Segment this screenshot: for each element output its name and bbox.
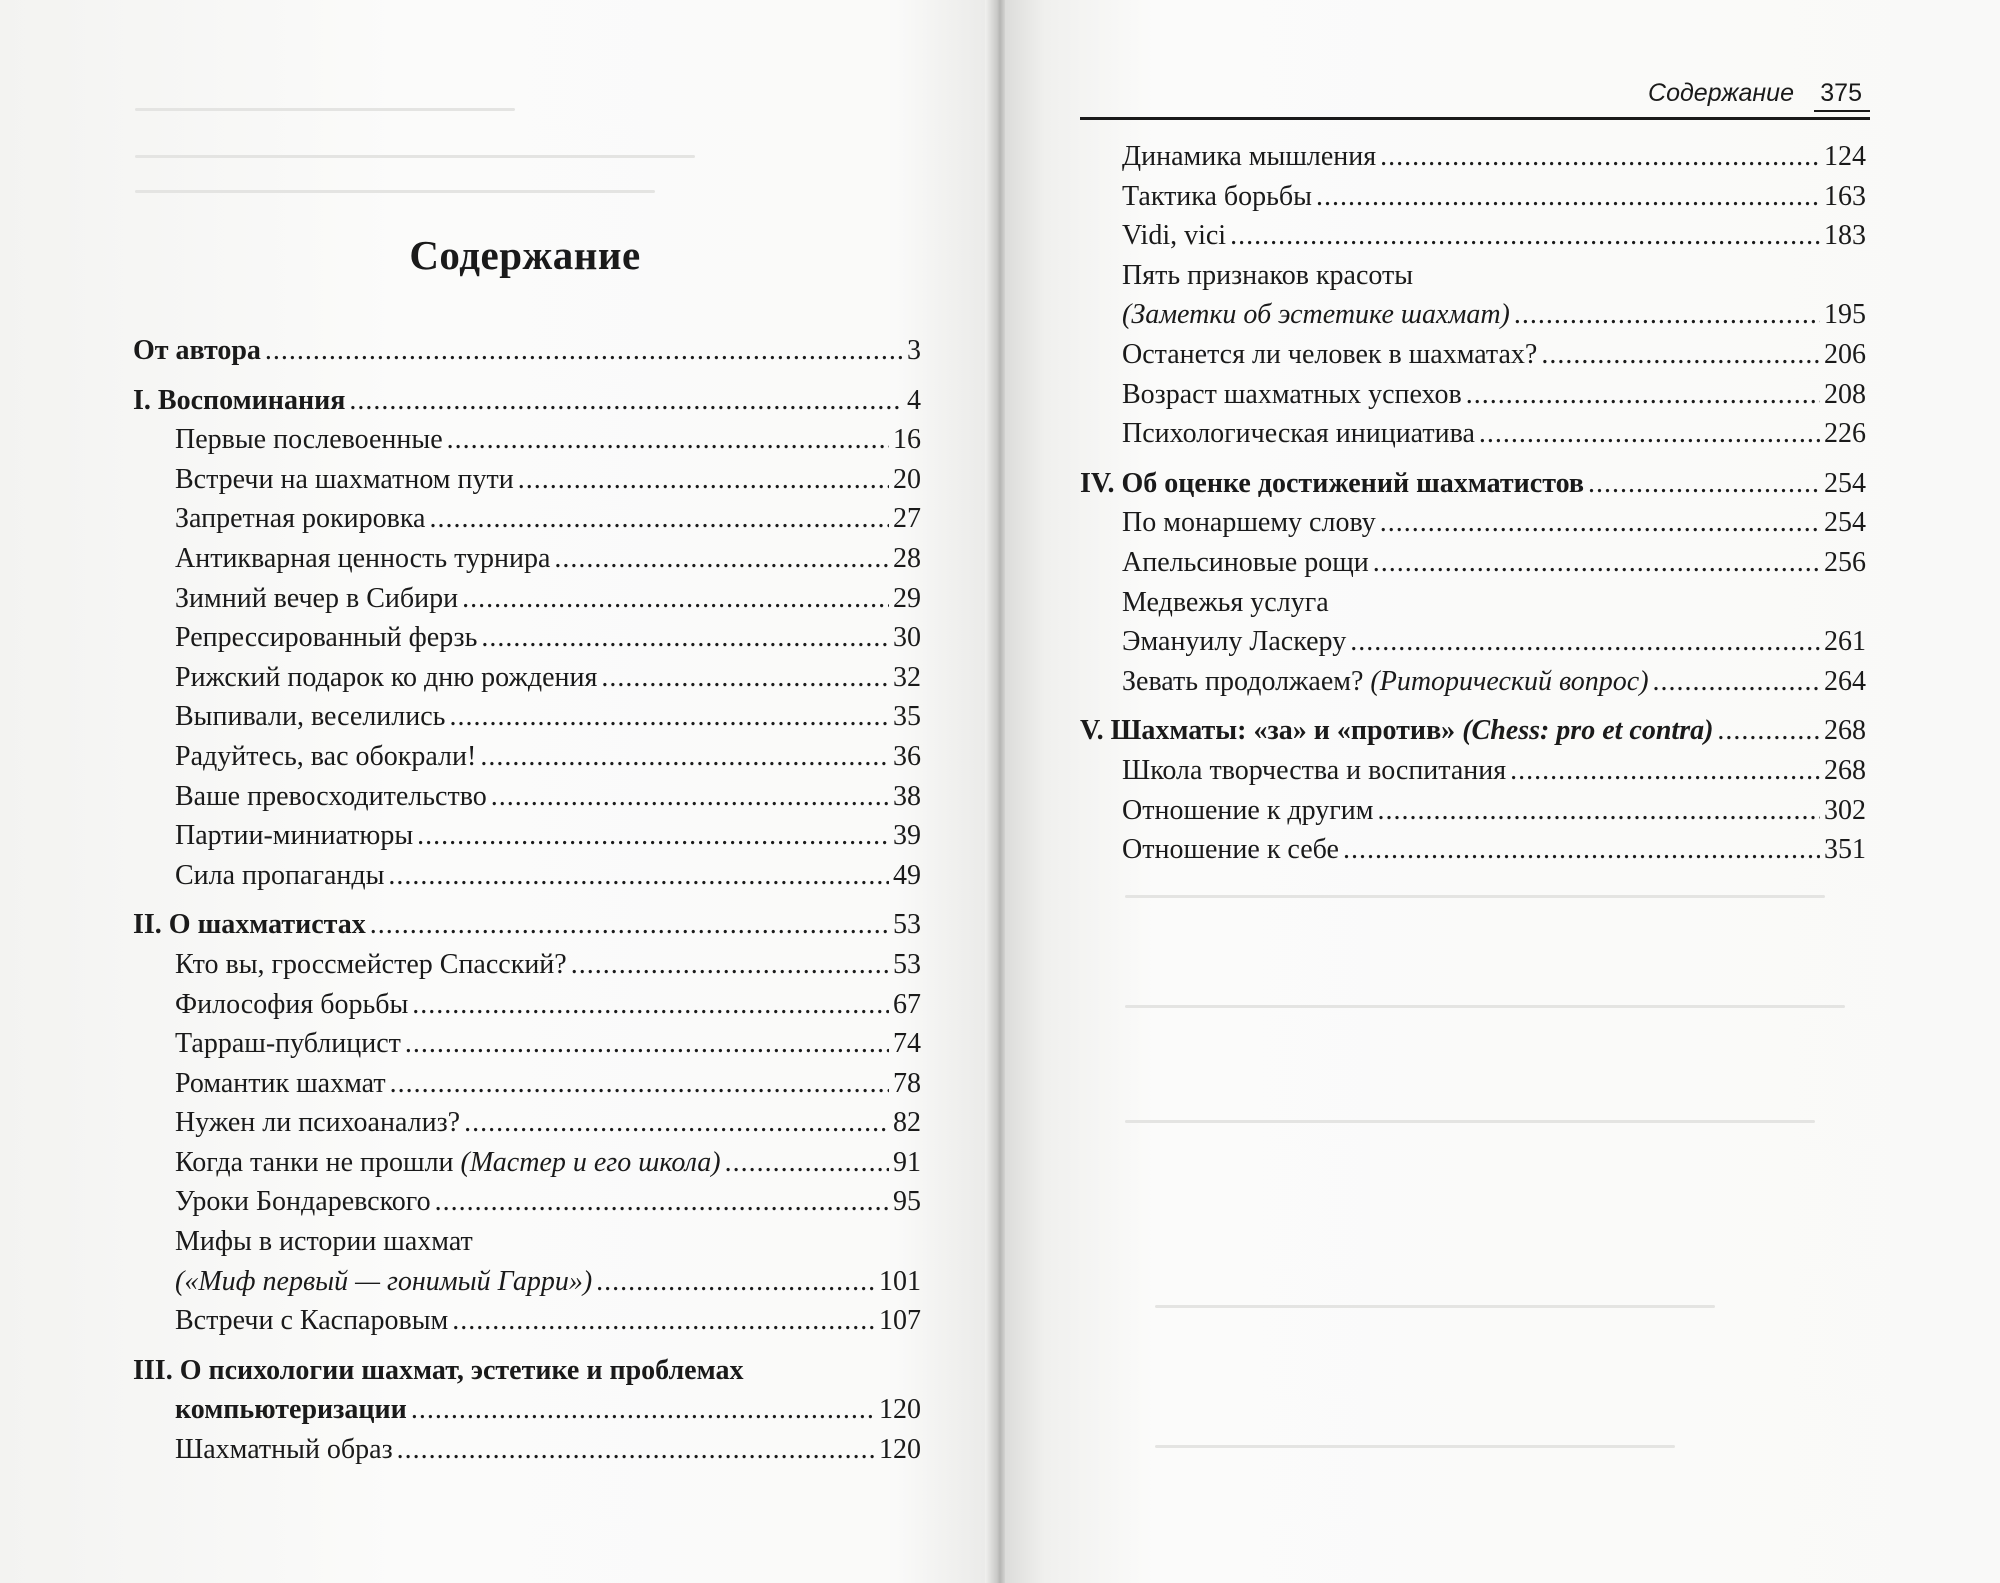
toc-page-number: 208 <box>1824 378 1866 410</box>
toc-entry <box>1080 137 1866 177</box>
dot-leader <box>452 1301 875 1341</box>
toc-entry-title <box>175 985 408 1025</box>
toc-entry-label: Апельсиновые рощи <box>1122 546 1369 578</box>
dot-leader <box>554 539 889 579</box>
toc-entry <box>133 499 921 539</box>
toc-entry-title <box>175 777 487 817</box>
toc-section-entry <box>1080 711 1866 751</box>
dot-leader <box>1316 177 1820 217</box>
toc-entry-label: От автора <box>133 335 261 366</box>
dot-leader <box>447 420 889 460</box>
toc-entry-title <box>1080 711 1713 751</box>
toc-entry <box>133 985 921 1025</box>
toc-entry-title <box>1122 830 1339 870</box>
toc-entry <box>133 1024 921 1064</box>
toc-left-column <box>133 331 921 1470</box>
toc-entry-label: Первые послевоенные <box>175 424 443 456</box>
toc-entry-label: Рижский подарок ко дню рождения <box>175 661 598 693</box>
toc-entry-title <box>175 737 476 777</box>
toc-entry <box>1080 414 1866 454</box>
dot-leader <box>411 1390 875 1430</box>
toc-section-entry <box>133 381 921 421</box>
toc-entry-subtitle: («Миф первый — гонимый Гарри») <box>175 1265 593 1297</box>
toc-entry-label: Школа творчества и воспитания <box>1122 754 1507 786</box>
running-head <box>1080 75 1870 120</box>
dot-leader <box>405 1024 889 1064</box>
toc-entry-title-line: Медвежья услуга <box>1122 586 1329 618</box>
toc-entry-title <box>175 499 425 539</box>
toc-entry-title <box>175 856 384 896</box>
show-through-line <box>1125 1005 1845 1008</box>
dot-leader <box>571 945 889 985</box>
toc-page-number: 36 <box>893 740 921 772</box>
toc-page-number: 32 <box>893 661 921 693</box>
toc-entry <box>133 1103 921 1143</box>
toc-entry-title <box>175 618 477 658</box>
toc-page-number: 67 <box>893 988 921 1020</box>
toc-section-entry <box>133 905 921 945</box>
toc-entry <box>1080 751 1866 791</box>
toc-page-number: 351 <box>1824 834 1866 866</box>
toc-page-number: 74 <box>893 1028 921 1060</box>
dot-leader <box>1373 543 1820 583</box>
toc-section-entry <box>133 1351 921 1430</box>
toc-entry-title <box>1122 751 1506 791</box>
show-through-line <box>135 108 515 111</box>
toc-entry-title <box>175 1301 448 1341</box>
toc-entry <box>1080 662 1866 702</box>
toc-page-number: 4 <box>907 384 921 416</box>
toc-page-number: 107 <box>879 1305 921 1337</box>
dot-leader <box>370 905 889 945</box>
dot-leader <box>1588 464 1820 504</box>
dot-leader <box>464 1103 889 1143</box>
toc-entry-label: Романтик шахмат <box>175 1067 386 1099</box>
show-through-line <box>135 190 655 193</box>
show-through-line <box>1125 895 1825 898</box>
toc-entry <box>1080 503 1866 543</box>
toc-entry-label: Антикварная ценность турнира <box>175 542 551 574</box>
toc-entry-title <box>175 1182 431 1222</box>
toc-page-number: 264 <box>1824 665 1866 697</box>
toc-entry <box>133 539 921 579</box>
toc-entry-title <box>133 905 366 945</box>
dot-leader <box>417 816 889 856</box>
toc-entry-label: Психологическая инициатива <box>1122 418 1475 450</box>
toc-entry <box>1080 543 1866 583</box>
toc-entry-label: Запретная рокировка <box>175 503 426 535</box>
toc-entry-title <box>1122 335 1537 375</box>
toc-entry-label: Зимний вечер в Сибири <box>175 582 459 614</box>
toc-page-number: 16 <box>893 424 921 456</box>
toc-entry-title-line: III. О психологии шахмат, эстетике и проблемах <box>133 1354 744 1386</box>
toc-entry-label: Шахматный образ <box>175 1434 393 1466</box>
toc-page-number: 101 <box>879 1265 921 1297</box>
dot-leader <box>1343 830 1820 870</box>
dot-leader <box>462 579 889 619</box>
toc-entry-label: Философия борьбы <box>175 988 409 1020</box>
toc-page-number: 27 <box>893 503 921 535</box>
toc-entry <box>1080 177 1866 217</box>
dot-leader <box>1510 751 1820 791</box>
dot-leader <box>481 618 889 658</box>
dot-leader <box>1380 137 1820 177</box>
show-through-line <box>135 155 695 158</box>
toc-entry <box>133 856 921 896</box>
toc-page-number: 95 <box>893 1186 921 1218</box>
toc-entry-title <box>133 381 345 421</box>
toc-page-number: 261 <box>1824 626 1866 658</box>
dot-leader <box>390 1064 889 1104</box>
toc-entry-title <box>175 539 550 579</box>
toc-entry-title <box>175 1390 407 1430</box>
toc-entry-subtitle: (Заметки об эстетике шахмат) <box>1122 299 1510 331</box>
toc-entry-label: Нужен ли психоанализ? <box>175 1107 461 1139</box>
dot-leader <box>491 777 889 817</box>
dot-leader <box>1717 711 1820 751</box>
toc-entry-label: Радуйтесь, вас обокрали! <box>175 740 477 772</box>
dot-leader <box>435 1182 889 1222</box>
left-page <box>0 0 995 1583</box>
toc-entry <box>133 777 921 817</box>
toc-entry <box>1080 256 1866 335</box>
dot-leader <box>1350 622 1820 662</box>
toc-entry-title-line: Пять признаков красоты <box>1122 259 1414 291</box>
toc-entry <box>133 1301 921 1341</box>
toc-page-number: 35 <box>893 701 921 733</box>
toc-page-number: 302 <box>1824 794 1866 826</box>
toc-page-number: 256 <box>1824 546 1866 578</box>
toc-entry <box>133 1182 921 1222</box>
toc-entry-title <box>1122 791 1374 831</box>
toc-entry-label: Тарраш-публицист <box>175 1028 401 1060</box>
toc-entry-subtitle: (Chess: pro et contra) <box>1462 715 1714 747</box>
toc-entry-label: Когда танки не прошли <box>175 1146 461 1178</box>
dot-leader <box>1514 295 1820 335</box>
toc-entry-title <box>1122 543 1369 583</box>
toc-entry <box>133 945 921 985</box>
toc-page-number: 206 <box>1824 338 1866 370</box>
toc-page-number: 91 <box>893 1146 921 1178</box>
toc-entry <box>1080 335 1866 375</box>
toc-entry-title <box>175 945 567 985</box>
toc-entry <box>133 1064 921 1104</box>
dot-leader <box>412 985 889 1025</box>
toc-page-number: 20 <box>893 463 921 495</box>
toc-entry-label: Ваше превосходительство <box>175 780 487 812</box>
toc-entry <box>133 460 921 500</box>
toc-entry <box>1080 216 1866 256</box>
toc-entry-title-line: Мифы в истории шахмат <box>175 1226 473 1258</box>
toc-page-number: 30 <box>893 622 921 654</box>
toc-entry-label: Встречи на шахматном пути <box>175 463 514 495</box>
toc-page-number: 38 <box>893 780 921 812</box>
toc-entry-label: Отношение к другим <box>1122 794 1374 826</box>
dot-leader <box>1380 503 1820 543</box>
page-number: 375 <box>1820 79 1862 107</box>
toc-title: Содержание <box>409 232 641 278</box>
toc-entry <box>133 697 921 737</box>
toc-entry-title <box>175 1024 401 1064</box>
dot-leader <box>601 658 889 698</box>
dot-leader <box>1479 414 1820 454</box>
dot-leader <box>518 460 889 500</box>
toc-entry <box>1080 375 1866 415</box>
dot-leader <box>397 1430 875 1470</box>
toc-page-number: 82 <box>893 1107 921 1139</box>
dot-leader <box>480 737 889 777</box>
toc-entry <box>133 1430 921 1470</box>
toc-entry-title <box>1122 622 1346 662</box>
toc-entry-title <box>133 331 261 371</box>
toc-entry-label: I. Воспоминания <box>133 384 346 416</box>
toc-entry <box>133 737 921 777</box>
toc-entry-label: Динамика мышления <box>1122 141 1377 172</box>
toc-entry-title <box>1122 295 1510 335</box>
dot-leader <box>1378 791 1821 831</box>
toc-entry-title <box>175 816 413 856</box>
dot-leader <box>449 697 889 737</box>
toc-entry <box>133 1222 921 1301</box>
toc-entry-title <box>175 1262 592 1302</box>
toc-entry-label: Кто вы, гроссмейстер Спасский? <box>175 948 567 980</box>
dot-leader <box>429 499 889 539</box>
toc-entry-label: II. О шахматистах <box>133 909 366 941</box>
dot-leader <box>1230 216 1820 256</box>
toc-page-number: 28 <box>893 542 921 574</box>
toc-entry-title <box>175 420 443 460</box>
toc-entry-title <box>1122 177 1312 217</box>
toc-entry-title <box>175 460 514 500</box>
toc-entry-label: По монаршему слову <box>1122 507 1376 539</box>
dot-leader <box>1653 662 1820 702</box>
toc-page-number: 49 <box>893 859 921 891</box>
toc-section-entry <box>1080 464 1866 504</box>
toc-page-number: 268 <box>1824 715 1866 747</box>
toc-entry-label: Уроки Бондаревского <box>175 1186 431 1218</box>
dot-leader <box>349 381 903 421</box>
toc-entry-title <box>1122 137 1376 177</box>
toc-entry-label: Тактика борьбы <box>1122 180 1312 212</box>
toc-entry-title <box>1122 375 1462 415</box>
toc-entry-label: Останется ли человек в шахматах? <box>1122 338 1538 370</box>
toc-entry-title <box>175 1430 393 1470</box>
toc-page-number: 120 <box>879 1434 921 1466</box>
toc-entry-title <box>175 1143 721 1183</box>
toc-page-number: 29 <box>893 582 921 614</box>
dot-leader <box>725 1143 889 1183</box>
toc-page-number: 120 <box>879 1394 921 1426</box>
toc-entry-title <box>1122 503 1376 543</box>
toc-entry-label: Vidi, vici <box>1122 220 1227 252</box>
toc-entry-label: Репрессированный ферзь <box>175 622 478 654</box>
toc-entry <box>133 658 921 698</box>
toc-entry-title <box>175 658 597 698</box>
toc-entry-label: Выпивали, веселились <box>175 701 446 733</box>
show-through-line <box>1155 1305 1715 1308</box>
toc-entry-label: Партии-миниатюры <box>175 820 414 852</box>
toc-entry <box>133 420 921 460</box>
dot-leader <box>1466 375 1820 415</box>
toc-entry-title <box>175 579 458 619</box>
toc-entry <box>133 618 921 658</box>
toc-page-number: 39 <box>893 820 921 852</box>
toc-page-number: 183 <box>1824 220 1866 252</box>
toc-entry-label: Эмануилу Ласкеру <box>1122 626 1347 658</box>
toc-section-entry <box>133 331 921 371</box>
dot-leader <box>265 331 903 371</box>
toc-entry-title <box>1122 216 1226 256</box>
toc-entry-title <box>175 697 445 737</box>
toc-entry-label: Сила пропаганды <box>175 859 385 891</box>
toc-page-number: 195 <box>1824 299 1866 331</box>
toc-entry <box>133 579 921 619</box>
dot-leader <box>388 856 889 896</box>
toc-entry-label: Встречи с Каспаровым <box>175 1305 449 1337</box>
toc-entry-title <box>175 1064 386 1104</box>
toc-page-number: 226 <box>1824 418 1866 450</box>
toc-page-number: 268 <box>1824 754 1866 786</box>
toc-page-number: 254 <box>1824 467 1866 499</box>
toc-entry-title <box>1122 414 1475 454</box>
running-head-title: Содержание <box>1648 79 1794 107</box>
toc-entry-label: IV. Об оценке достижений шахматистов <box>1080 467 1584 499</box>
toc-page-number: 3 <box>907 335 921 366</box>
toc-page-number: 124 <box>1824 141 1866 172</box>
toc-page-number: 53 <box>893 909 921 941</box>
toc-right-column <box>1080 137 1866 870</box>
toc-entry-title <box>1080 464 1584 504</box>
toc-entry-label: компьютеризации <box>175 1394 407 1426</box>
show-through-line <box>1125 1120 1815 1123</box>
toc-entry-label: V. Шахматы: «за» и «против» <box>1080 715 1463 747</box>
toc-entry-title <box>175 1103 460 1143</box>
toc-entry-title <box>1122 662 1649 702</box>
toc-page-number: 53 <box>893 948 921 980</box>
toc-page-number: 163 <box>1824 180 1866 212</box>
show-through-line <box>1155 1445 1675 1448</box>
toc-entry-subtitle: (Мастер и его школа) <box>460 1146 721 1178</box>
toc-entry <box>1080 830 1866 870</box>
dot-leader <box>1541 335 1820 375</box>
toc-entry-label: Зевать продолжаем? <box>1122 665 1371 697</box>
toc-page-number: 254 <box>1824 507 1866 539</box>
toc-entry-subtitle: (Риторический вопрос) <box>1370 665 1649 697</box>
toc-entry <box>1080 791 1866 831</box>
dot-leader <box>596 1262 875 1302</box>
toc-entry <box>133 816 921 856</box>
toc-page-number: 78 <box>893 1067 921 1099</box>
toc-entry <box>1080 583 1866 662</box>
toc-entry <box>133 1143 921 1183</box>
toc-entry-label: Отношение к себе <box>1122 834 1339 866</box>
toc-entry-label: Возраст шахматных успехов <box>1122 378 1462 410</box>
